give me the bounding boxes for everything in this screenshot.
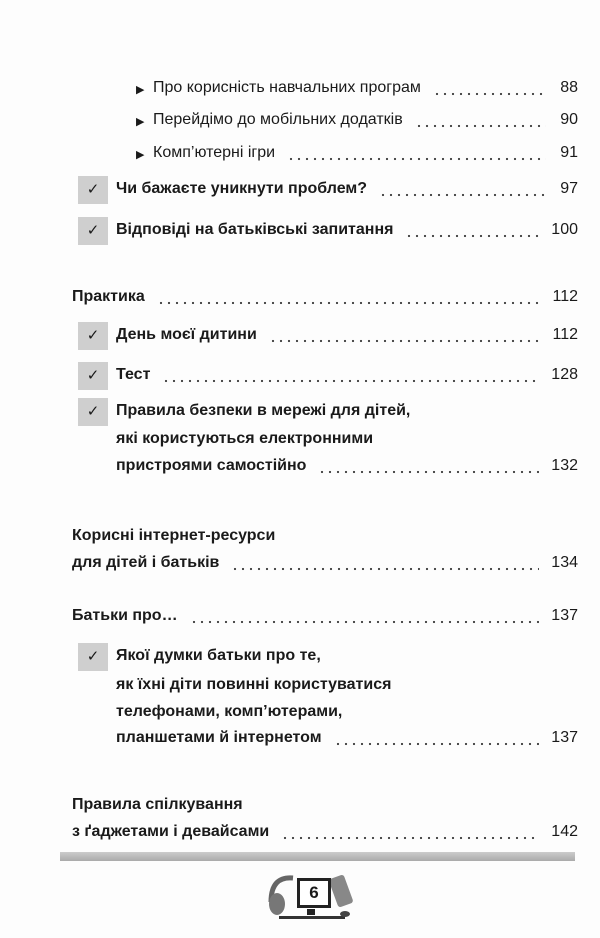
toc-entry-line: як їхні діти повинні користуватися — [116, 676, 392, 693]
toc-section[interactable]: Батьки про… 137 — [72, 607, 578, 624]
bullet-icon: ▶ — [136, 149, 145, 161]
bullet-icon: ▶ — [136, 116, 145, 128]
bullet-icon: ▶ — [136, 84, 145, 96]
toc-entry[interactable]: Тест 128 — [116, 366, 578, 383]
check-icon: ✓ — [78, 362, 108, 390]
check-icon: ✓ — [78, 176, 108, 204]
toc-entry-line: Правила безпеки в мережі для дітей, — [116, 402, 411, 419]
check-icon: ✓ — [78, 322, 108, 350]
toc-section-line: Корисні інтернет-ресурси — [72, 527, 276, 544]
toc-entry[interactable]: Відповіді на батьківські запитання 100 — [116, 221, 578, 238]
toc-section-line: Правила спілкування — [72, 796, 243, 813]
toc-entry-line: які користуються електронними — [116, 430, 374, 447]
check-icon: ✓ — [78, 643, 108, 671]
toc-entry[interactable]: Чи бажаєте уникнути проблем? 97 — [116, 180, 578, 197]
check-icon: ✓ — [78, 398, 108, 426]
toc-section[interactable]: з ґаджетами і девайсами 142 — [72, 823, 578, 840]
toc-section[interactable]: Практика 112 — [72, 288, 578, 305]
footer-gadgets-illustration — [265, 872, 355, 924]
toc-entry-line: телефонами, комп’ютерами, — [116, 703, 343, 720]
page-number: 6 — [297, 878, 331, 908]
toc-entry[interactable]: Перейдімо до мобільних додатків 90 — [153, 111, 578, 128]
footer-divider — [60, 852, 575, 861]
toc-section[interactable]: для дітей і батьків 134 — [72, 554, 578, 571]
toc-entry[interactable]: День моєї дитини 112 — [116, 326, 578, 343]
toc-entry[interactable]: планшетами й інтернетом 137 — [116, 729, 578, 746]
toc-entry[interactable]: пристроями самостійно 132 — [116, 457, 578, 474]
toc-entry[interactable]: Про корисність навчальних програм 88 — [153, 79, 578, 96]
check-icon: ✓ — [78, 217, 108, 245]
toc-entry[interactable]: Комп’ютерні ігри 91 — [153, 144, 578, 161]
toc-entry-line: Якої думки батьки про те, — [116, 647, 321, 664]
